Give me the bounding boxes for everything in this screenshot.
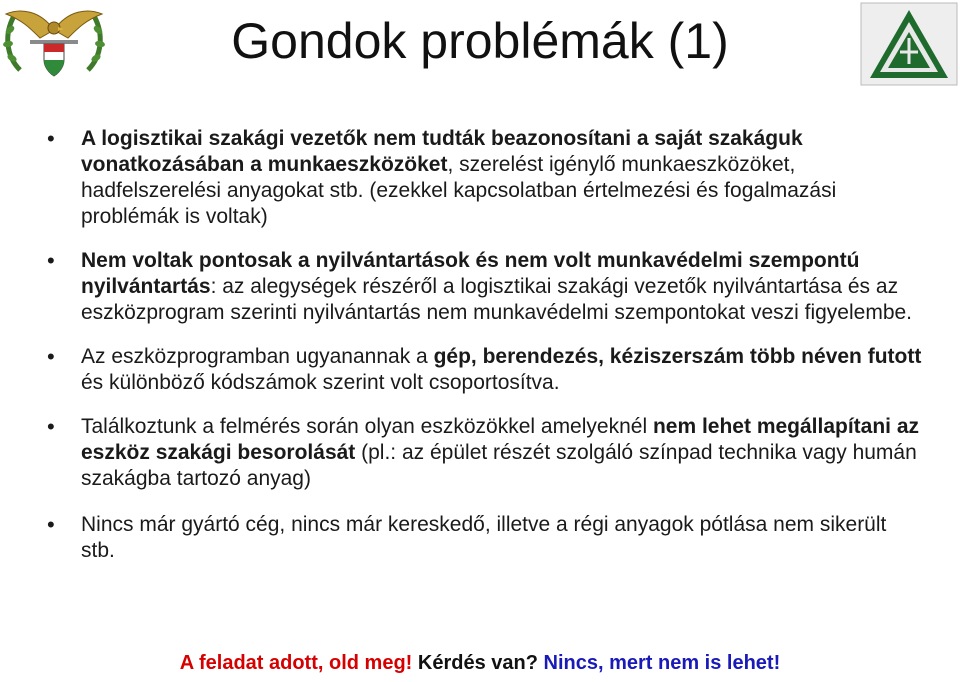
bullet-item — [81, 126, 926, 230]
page-title: Gondok problémák (1) — [231, 13, 729, 69]
footer-part-black: Kérdés van? — [417, 652, 538, 674]
bullet-text-bold: gép, berendezés, kéziszerszám több néven futott — [433, 345, 922, 368]
bullet-text-bold: Nem voltak pontosak a nyilvántartások és nem volt munkavédelmi szempontú nyilvántartás — [81, 249, 860, 298]
bullet-text-bold: A logisztikai szakági vezetők nem tudták beazonosítani a saját szakáguk vonatkozásában a munkaeszközöket — [81, 127, 803, 176]
bullet-text: Az eszközprogramban ugyanannak a — [81, 345, 434, 368]
bullet-item — [81, 344, 926, 396]
footer-part-red: A feladat adott, old meg! — [179, 652, 413, 674]
bullet-text: Találkoztunk a felmérés során olyan eszközökkel amelyeknél — [81, 415, 653, 438]
bullet-text-bold: nem lehet megállapítani az eszköz szakági besorolását — [81, 415, 920, 464]
bullet-text: (pl.: az épület részét szolgáló színpad technika vagy humán szakágba tartozó anyag) — [81, 441, 917, 490]
bullet-text: és különböző kódszámok szerint volt csoportosítva. — [81, 371, 560, 394]
footer-part-blue: Nincs, mert nem is lehet! — [543, 652, 781, 674]
footer-motto — [0, 652, 960, 675]
bullet-text: , szerelést igénylő munkaeszközöket, hadfelszerelési anyagokat stb. (ezekkel kapcsolatban értelmezési és fogalmazási problémák is voltak) — [81, 153, 837, 228]
bullet-text: : az alegységek részéről a logisztikai szakági vezetők nyilvántartása és az eszközprogram szerinti nyilvántartás nem munkavédelmi szempontokat veszi figyelembe. — [81, 275, 913, 324]
bullet-item — [81, 414, 926, 492]
bullet-text: Nincs már gyártó cég, nincs már kereskedő, illetve a régi anyagok pótlása nem sikerült stb. — [81, 513, 887, 562]
bullet-list — [0, 126, 960, 564]
bullet-item — [81, 512, 926, 564]
bullet-item — [81, 248, 926, 326]
